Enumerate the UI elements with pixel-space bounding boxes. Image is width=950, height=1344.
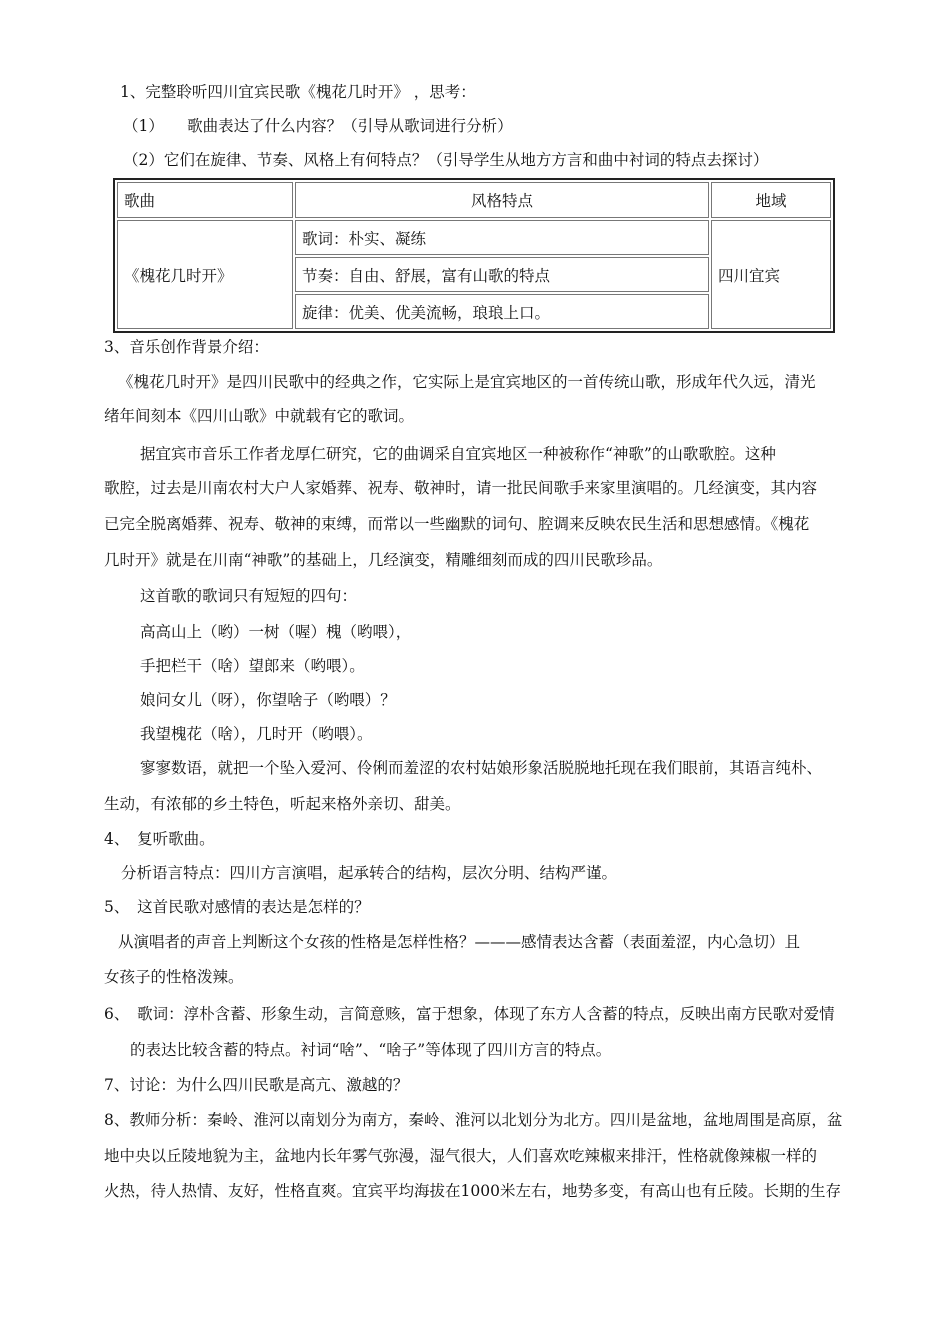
- section-5-title: 5、 这首民歌对感情的表达是怎样的？: [104, 898, 370, 916]
- region-cell: 四川宜宾: [711, 220, 831, 329]
- style-rhythm-cell: 节奏：自由、舒展，富有山歌的特点: [295, 257, 709, 292]
- section-3-title: 3、音乐创作背景介绍：: [104, 338, 269, 356]
- question-1-sub-1: （1） 歌曲表达了什么内容？（引导从歌词进行分析）: [123, 117, 513, 135]
- lyrics-intro: 这首歌的歌词只有短短的四句：: [140, 587, 358, 605]
- header-region: 地域: [711, 182, 831, 218]
- table-row: [117, 220, 831, 255]
- question-1-title: 1、完整聆听四川宜宾民歌《槐花几时开》 ，思考：: [120, 83, 476, 101]
- lyric-line-1: 高高山上（哟）一树（喔）槐（哟喂），: [140, 623, 412, 641]
- style-table: [113, 178, 835, 333]
- section-8-line-1: 8、教师分析：秦岭、淮河以南划分为南方，秦岭、淮河以北划分为北方。四川是盆地，盆地周围是高原，盆: [104, 1111, 843, 1129]
- section-3-para-2-line-3: 已完全脱离婚葬、祝寿、敬神的束缚，而常以一些幽默的词句、腔调来反映农民生活和思想感情。《槐花: [104, 515, 810, 533]
- section-3-para-3-line-2: 生动，有浓郁的乡土特色，听起来格外亲切、甜美。: [104, 795, 461, 813]
- style-melody-cell: 旋律：优美、优美流畅，琅琅上口。: [295, 294, 709, 329]
- section-8-line-3: 火热，待人热情、友好，性格直爽。宜宾平均海拔在1000米左右，地势多变，有高山也有丘陵。长期的生存: [104, 1182, 841, 1200]
- header-style: 风格特点: [295, 182, 709, 218]
- section-3-para-2-line-1: 据宜宾市音乐工作者龙厚仁研究，它的曲调采自宜宾地区一种被称作“神歌”的山歌歌腔。这种: [140, 445, 776, 463]
- section-3-para-1-line-2: 绪年间刻本《四川山歌》中就载有它的歌词。: [104, 407, 415, 425]
- table-header-row: [117, 182, 831, 218]
- lyric-line-3: 娘问女儿（呀），你望啥子（哟喂）？: [140, 691, 396, 709]
- header-song: 歌曲: [117, 182, 293, 218]
- section-4-title: 4、 复听歌曲。: [104, 830, 215, 848]
- section-3-para-2-line-4: 几时开》就是在川南“神歌”的基础上，几经演变，精雕细刻而成的四川民歌珍品。: [104, 551, 663, 569]
- lyric-line-4: 我望槐花（啥），几时开（哟喂）。: [140, 725, 373, 743]
- section-7-title: 7、讨论：为什么四川民歌是高亢、激越的？: [104, 1076, 409, 1094]
- lyric-line-2: 手把栏干（啥）望郎来（哟喂）。: [140, 657, 365, 675]
- section-5-body-line-1: 从演唱者的声音上判断这个女孩的性格是怎样性格？———感情表达含蓄（表面羞涩，内心急切）且: [118, 933, 801, 951]
- section-6-line-1: 6、 歌词：淳朴含蓄、形象生动，言简意赅，富于想象，体现了东方人含蓄的特点，反映出南方民歌对爱情: [104, 1005, 835, 1023]
- section-8-line-2: 地中央以丘陵地貌为主，盆地内长年雾气弥漫，湿气很大，人们喜欢吃辣椒来排汗，性格就像辣椒一样的: [104, 1147, 818, 1165]
- section-3-para-1-line-1: 《槐花几时开》是四川民歌中的经典之作，它实际上是宜宾地区的一首传统山歌，形成年代久远，清光: [118, 373, 816, 391]
- question-1-sub-2: （2）它们在旋律、节奏、风格上有何特点？（引导学生从地方方言和曲中衬词的特点去探讨）: [123, 151, 769, 169]
- section-3-para-3-line-1: 寥寥数语，就把一个坠入爱河、伶俐而羞涩的农村姑娘形象活脱脱地托现在我们眼前，其语言纯朴、: [140, 759, 823, 777]
- style-lyrics-cell: 歌词：朴实、凝练: [295, 220, 709, 255]
- section-5-body-line-2: 女孩子的性格泼辣。: [104, 968, 244, 986]
- section-6-line-2: 的表达比较含蓄的特点。衬词“啥”、“啥子”等体现了四川方言的特点。: [130, 1041, 612, 1059]
- section-4-body: 分析语言特点：四川方言演唱，起承转合的结构，层次分明、结构严谨。: [121, 864, 618, 882]
- song-name-cell: 《槐花几时开》: [117, 220, 293, 329]
- section-3-para-2-line-2: 歌腔，过去是川南农村大户人家婚葬、祝寿、敬神时，请一批民间歌手来家里演唱的。几经演变，其内容: [104, 479, 818, 497]
